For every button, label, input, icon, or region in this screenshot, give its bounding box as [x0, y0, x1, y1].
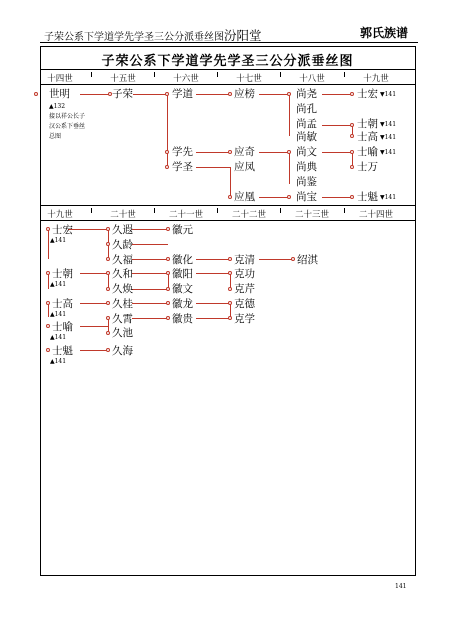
connector-line	[132, 273, 168, 274]
node-dot	[106, 331, 110, 335]
note-line: ▲132	[49, 103, 66, 110]
top-gen-label: 十五世	[110, 74, 136, 84]
connector-line	[80, 94, 110, 95]
connector-line	[196, 152, 230, 153]
node-dot	[165, 165, 169, 169]
node-dot	[350, 92, 354, 96]
person-name: 应凤	[234, 161, 255, 173]
node-dot	[106, 316, 110, 320]
connector-line	[80, 326, 108, 327]
connector-line	[48, 229, 49, 259]
bottom-gen-label: 二十二世	[231, 210, 266, 220]
page-number: 141	[395, 583, 407, 590]
node-dot	[46, 324, 50, 328]
person-name: 克功	[234, 268, 255, 280]
node-dot	[228, 92, 232, 96]
connector-line	[196, 303, 230, 304]
person-name: 克学	[234, 313, 255, 325]
connector-line	[132, 259, 168, 260]
node-dot	[166, 227, 170, 231]
node-dot	[228, 271, 232, 275]
person-name: 久和	[112, 268, 133, 280]
person-name: 徽贵	[172, 313, 193, 325]
person-name: 子荣	[112, 88, 133, 100]
connector-line	[259, 259, 293, 260]
gen-tick	[280, 208, 281, 213]
person-name: 尚敏	[296, 131, 317, 143]
person-name: 士喻	[357, 146, 378, 158]
person-name: 学圣	[172, 161, 193, 173]
bottom-gen-rule-upper	[40, 205, 416, 206]
person-name: 徽化	[172, 254, 193, 266]
gen-tick	[154, 72, 155, 77]
bottom-gen-label: 二十三世	[294, 210, 329, 220]
bottom-gen-label: 二十世	[110, 210, 136, 220]
page-ref-down: ▼141	[380, 134, 397, 141]
person-name: 尚文	[296, 146, 317, 158]
gen-tick	[280, 72, 281, 77]
person-name: 徽阳	[172, 268, 193, 280]
node-dot	[46, 348, 50, 352]
node-dot	[106, 257, 110, 261]
node-dot	[228, 287, 232, 291]
node-dot	[106, 348, 110, 352]
node-dot	[228, 301, 232, 305]
node-dot	[166, 287, 170, 291]
person-name: 尚鉴	[296, 176, 317, 188]
person-name: 久池	[112, 327, 133, 339]
person-name: 久海	[112, 345, 133, 357]
node-dot	[166, 316, 170, 320]
connector-line	[259, 152, 289, 153]
connector-line	[196, 318, 230, 319]
top-gen-label: 十九世	[363, 74, 389, 84]
node-dot	[46, 301, 50, 305]
node-dot	[46, 227, 50, 231]
node-dot	[287, 150, 291, 154]
gen-tick	[91, 208, 92, 213]
top-gen-label: 十六世	[173, 74, 199, 84]
node-dot	[165, 150, 169, 154]
gen-tick	[217, 208, 218, 213]
person-name: 应榜	[234, 88, 255, 100]
person-name: 徽龙	[172, 298, 193, 310]
connector-line	[80, 350, 108, 351]
node-dot	[350, 195, 354, 199]
page-ref-down: ▼141	[380, 121, 397, 128]
person-name: 久焕	[112, 283, 133, 295]
node-dot	[166, 301, 170, 305]
node-dot	[106, 227, 110, 231]
person-name: 久霄	[112, 313, 133, 325]
person-name: 士万	[357, 161, 378, 173]
connector-line	[259, 197, 289, 198]
person-name: 士宏	[52, 224, 73, 236]
connector-line	[322, 125, 352, 126]
connector-line	[196, 259, 230, 260]
node-dot	[166, 257, 170, 261]
node-dot	[46, 271, 50, 275]
bottom-gen-label: 二十四世	[358, 210, 393, 220]
node-dot	[350, 123, 354, 127]
chart-title: 子荣公系下学道学先学圣三公分派垂丝图	[101, 54, 354, 69]
person-name: 克德	[234, 298, 255, 310]
connector-line	[133, 94, 167, 95]
connector-line	[80, 303, 108, 304]
page-ref-down: ▼141	[380, 194, 397, 201]
node-dot	[34, 92, 38, 96]
top-gen-rule-upper	[40, 69, 416, 70]
connector-line	[289, 152, 290, 184]
person-name: 应凰	[234, 191, 255, 203]
node-dot	[228, 195, 232, 199]
person-name: 绍淇	[297, 254, 318, 266]
connector-line	[196, 167, 230, 168]
bottom-gen-rule-lower	[40, 220, 416, 221]
node-dot	[106, 287, 110, 291]
bottom-gen-label: 十九世	[47, 210, 73, 220]
person-name: 士高	[357, 131, 378, 143]
node-dot	[228, 316, 232, 320]
connector-line	[259, 94, 289, 95]
node-dot	[291, 257, 295, 261]
person-name: 学道	[172, 88, 193, 100]
connector-line	[48, 303, 49, 317]
node-dot	[106, 271, 110, 275]
connector-line	[289, 94, 290, 136]
connector-line	[196, 94, 230, 95]
page-ref-down: ▼141	[380, 149, 397, 156]
connector-line	[132, 244, 168, 245]
person-name: 尚尧	[296, 88, 317, 100]
person-name: 世明	[49, 88, 70, 100]
node-dot	[166, 271, 170, 275]
top-gen-label: 十四世	[47, 74, 73, 84]
connector-line	[48, 273, 49, 289]
page-ref-up: ▲141	[50, 311, 67, 318]
person-name: 应奇	[234, 146, 255, 158]
header-right-title: 郭氏族谱	[360, 26, 409, 40]
node-dot	[350, 150, 354, 154]
person-name: 徽元	[172, 224, 193, 236]
bottom-gen-label: 二十一世	[168, 210, 203, 220]
page-ref-up: ▲141	[50, 281, 67, 288]
page-ref-up: ▲141	[50, 358, 67, 365]
gen-tick	[344, 72, 345, 77]
note-line: 接以祥公长子	[49, 113, 86, 120]
connector-line	[230, 167, 231, 197]
connector-line	[132, 318, 168, 319]
connector-line	[322, 94, 352, 95]
person-name: 尚典	[296, 161, 317, 173]
node-dot	[228, 150, 232, 154]
page-ref-down: ▼141	[380, 91, 397, 98]
node-dot	[287, 195, 291, 199]
person-name: 学先	[172, 146, 193, 158]
node-dot	[228, 257, 232, 261]
person-name: 士高	[52, 298, 73, 310]
person-name: 克清	[234, 254, 255, 266]
node-dot	[350, 165, 354, 169]
top-gen-label: 十七世	[236, 74, 262, 84]
connector-line	[68, 229, 108, 230]
node-dot	[350, 134, 354, 138]
connector-line	[322, 152, 352, 153]
connector-line	[196, 273, 230, 274]
connector-line	[322, 197, 352, 198]
gen-tick	[154, 208, 155, 213]
connector-line	[132, 289, 168, 290]
top-gen-rule-lower	[40, 84, 416, 85]
person-name: 尚宝	[296, 191, 317, 203]
person-name: 尚孟	[296, 118, 317, 130]
gen-tick	[217, 72, 218, 77]
person-name: 士朝	[357, 118, 378, 130]
node-dot	[106, 301, 110, 305]
person-name: 士宏	[357, 88, 378, 100]
connector-line	[167, 94, 168, 167]
person-name: 徽文	[172, 283, 193, 295]
page-ref-up: ▲141	[50, 334, 67, 341]
note-line: 总图	[49, 133, 62, 140]
connector-line	[80, 273, 108, 274]
gen-tick	[344, 208, 345, 213]
note-line: 汉公系下垂丝	[49, 123, 86, 130]
connector-line	[132, 229, 168, 230]
person-name: 士魁	[357, 191, 378, 203]
connector-line	[132, 303, 168, 304]
page-ref-up: ▲141	[50, 237, 67, 244]
person-name: 尚孔	[296, 103, 317, 115]
person-name: 士喻	[52, 321, 73, 333]
node-dot	[165, 92, 169, 96]
person-name: 士朝	[52, 268, 73, 280]
person-name: 久龄	[112, 239, 133, 251]
header-rule	[40, 42, 418, 43]
person-name: 久桂	[112, 298, 133, 310]
node-dot	[106, 242, 110, 246]
person-name: 士魁	[52, 345, 73, 357]
top-gen-label: 十八世	[299, 74, 325, 84]
gen-tick	[91, 72, 92, 77]
person-name: 久遐	[112, 224, 133, 236]
person-name: 久福	[112, 254, 133, 266]
header-left-title: 子荣公系下学道学先学圣三公分派垂丝图	[44, 32, 224, 43]
node-dot	[287, 92, 291, 96]
person-name: 克芹	[234, 283, 255, 295]
header-hall: 汾阳堂	[224, 28, 262, 43]
